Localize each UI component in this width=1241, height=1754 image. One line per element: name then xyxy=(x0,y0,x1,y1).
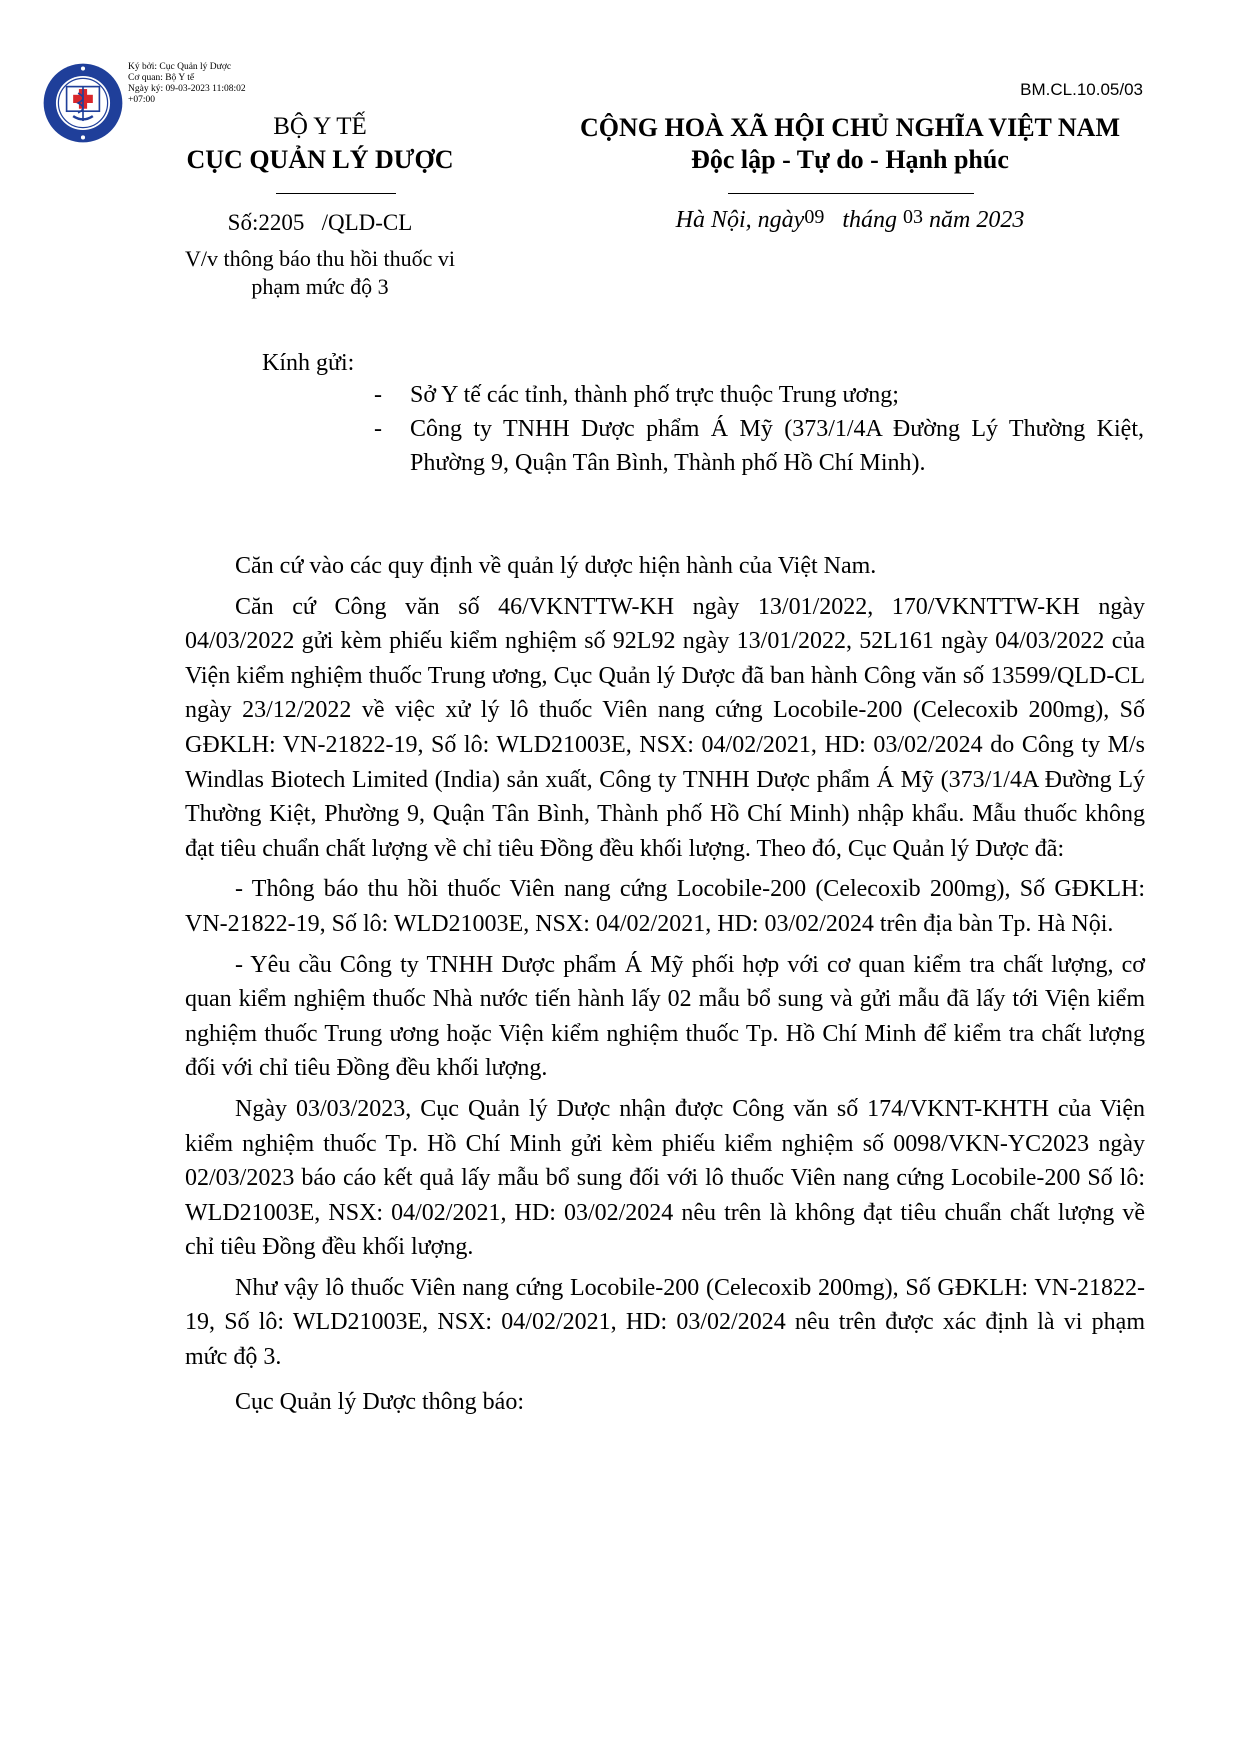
doc-number-prefix: Số: xyxy=(227,210,259,235)
body-paragraph: Căn cứ vào các quy định về quản lý dược hiện hành của Việt Nam. xyxy=(235,553,877,579)
date-day: 09 xyxy=(804,206,825,228)
country-name: CỘNG HOÀ XÃ HỘI CHỦ NGHĨA VIỆT NAM xyxy=(579,113,1121,142)
body-paragraph: - Yêu cầu Công ty TNHH Dược phẩm Á Mỹ phối hợp với cơ quan kiểm tra chất lượng, cơ quan kiểm nghiệm thuốc Nhà nước tiến hành lấy 02 mẫu bổ sung và gửi mẫu đã lấy tới Viện kiểm nghiệm thuốc Trung ương hoặc Viện kiểm nghiệm thuốc Tp. Hồ Chí Minh để kiểm tra chất lượng đối với chỉ tiêu Đồng đều khối lượng. xyxy=(185,951,1145,1082)
doc-number-suffix: /QLD-CL xyxy=(321,210,413,235)
right-header-divider xyxy=(728,193,974,194)
national-motto: Độc lập - Tự do - Hạnh phúc xyxy=(691,145,1009,174)
document-body xyxy=(185,549,1145,1425)
form-code: BM.CL.10.05/03 xyxy=(1020,80,1143,99)
date-month-label: tháng xyxy=(842,207,897,233)
recipient-item: - Công ty TNHH Dược phẩm Á Mỹ (373/1/4A Đường Lý Thường Kiệt, Phường 9, Quận Tân Bình, Thành phố Hồ Chí Minh). xyxy=(374,412,1144,480)
body-paragraph: Ngày 03/03/2023, Cục Quản lý Dược nhận được Công văn số 174/VKNT-KHTH của Viện kiểm nghiệm thuốc Tp. Hồ Chí Minh gửi kèm phiếu kiểm nghiệm số 0098/VKN-YC2023 ngày 02/03/2023 báo cáo kết quả lấy mẫu bổ sung đối với lô thuốc Viên nang cứng Locobile-200 Số lô: WLD21003E, NSX: 04/02/2021, HD: 03/02/2024 nêu trên là không đạt tiêu chuẩn chất lượng về chỉ tiêu Đồng đều khối lượng. xyxy=(185,1095,1145,1261)
document-number xyxy=(150,209,490,237)
salutation: Kính gửi: xyxy=(262,350,355,376)
signature-date: Ngày ký: 09-03-2023 11:08:02 +07:00 xyxy=(128,84,246,105)
body-paragraph: - Thông báo thu hồi thuốc Viên nang cứng Locobile-200 (Celecoxib 200mg), Số GĐKLH: VN-21822-19, Số lô: WLD21003E, NSX: 04/02/2021, HD: 03/02/2024 trên địa bàn Tp. Hà Nội. xyxy=(185,876,1145,937)
agency-name: CỤC QUẢN LÝ DƯỢC xyxy=(186,145,454,174)
left-header-divider xyxy=(276,193,396,194)
body-paragraph: Căn cứ Công văn số 46/VKNTTW-KH ngày 13/01/2022, 170/VKNTTW-KH ngày 04/03/2022 gửi kèm phiếu kiểm nghiệm số 92L92 ngày 13/01/2022, 52L161 ngày 04/03/2022 của Viện kiểm nghiệm thuốc Trung ương, Cục Quản lý Dược đã ban hành Công văn số 13599/QLD-CL ngày 23/12/2022 về việc xử lý lô thuốc Viên nang cứng Locobile-200 (Celecoxib 200mg), Số GĐKLH: VN-21822-19, Số lô: WLD21003E, NSX: 04/02/2021, HD: 03/02/2024 do Công ty M/s Windlas Biotech Limited (India) sản xuất, Công ty TNHH Dược phẩm Á Mỹ (373/1/4A Đường Lý Thường Kiệt, Phường 9, Quận Tân Bình, Thành phố Hồ Chí Minh) nhập khẩu. Mẫu thuốc không đạt tiêu chuẩn chất lượng về chỉ tiêu Đồng đều khối lượng. Theo đó, Cục Quản lý Dược đã: xyxy=(185,593,1145,862)
digital-signature-info xyxy=(128,62,248,106)
body-paragraph: Như vậy lô thuốc Viên nang cứng Locobile-200 (Celecoxib 200mg), Số GĐKLH: VN-21822-19, Số lô: WLD21003E, NSX: 04/02/2021, HD: 03/02/2024 nêu trên được xác định là vi phạm mức độ 3. xyxy=(185,1274,1145,1371)
signature-agency: Cơ quan: Bộ Y tế xyxy=(128,73,195,83)
date-year: năm 2023 xyxy=(929,207,1025,233)
recipient-list xyxy=(374,378,1144,480)
ministry-name: BỘ Y TẾ xyxy=(273,113,367,140)
agency-seal-logo xyxy=(42,62,124,144)
document-date xyxy=(520,202,1180,235)
document-subject: V/v thông báo thu hồi thuốc vi phạm mức độ 3 xyxy=(184,246,456,299)
recipient-item: - Sở Y tế các tỉnh, thành phố trực thuộc Trung ương; xyxy=(374,378,1144,412)
body-paragraph: Cục Quản lý Dược thông báo: xyxy=(235,1388,524,1415)
signature-signer: Ký bởi: Cục Quản lý Dược xyxy=(128,62,232,72)
doc-number-value: 2205 xyxy=(258,210,305,235)
date-month: 03 xyxy=(903,206,923,228)
date-place: Hà Nội, ngày xyxy=(675,207,805,233)
